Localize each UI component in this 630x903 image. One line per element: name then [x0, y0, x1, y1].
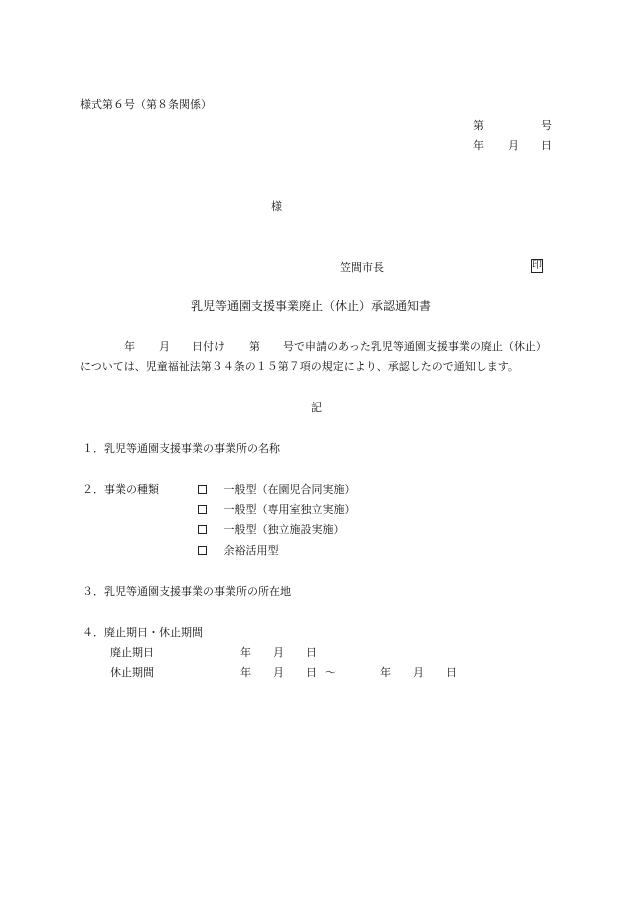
body-line1-rest: 号で申請のあった乳児等通園支援事業の廃止（休止）	[283, 340, 547, 353]
doc-number-prefix: 第	[473, 119, 484, 132]
suspension-to-year: 年	[380, 666, 391, 679]
body-line1-month: 月	[159, 340, 170, 353]
sender-name: 笠間市長	[340, 261, 384, 274]
item2-label: ２．事業の種類	[82, 483, 159, 496]
item1-label: １．乳児等通園支援事業の事業所の名称	[82, 442, 280, 455]
suspension-to-month: 月	[413, 666, 424, 679]
body-line1-dated: 日付け	[192, 340, 225, 353]
option-label: 一般型（独立施設実施）	[223, 523, 345, 536]
issue-day: 日	[541, 139, 552, 152]
option-row	[198, 484, 356, 495]
checkbox-icon[interactable]	[198, 546, 207, 555]
option-label: 余裕活用型	[223, 544, 279, 557]
abolition-day: 日	[306, 646, 317, 659]
body-line1-year: 年	[124, 340, 135, 353]
issue-year: 年	[473, 139, 484, 152]
suspension-from-month: 月	[273, 666, 284, 679]
checkbox-icon[interactable]	[198, 485, 207, 494]
body-line1-no-prefix: 第	[249, 340, 260, 353]
recipient-suffix: 様	[271, 200, 282, 213]
checkbox-icon[interactable]	[198, 525, 207, 534]
suspension-tilde: ～	[325, 666, 336, 679]
abolition-year: 年	[240, 646, 251, 659]
issue-month: 月	[508, 139, 519, 152]
seal-mark: 印	[532, 260, 542, 271]
suspension-to-day: 日	[446, 666, 457, 679]
suspension-from-day: 日	[306, 666, 317, 679]
abolition-month: 月	[273, 646, 284, 659]
suspension-from-year: 年	[240, 666, 251, 679]
option-row	[198, 524, 345, 535]
abolition-label: 廃止期日	[110, 646, 154, 659]
item3-label: ３．乳児等通園支援事業の事業所の所在地	[82, 585, 291, 598]
document-title: 乳児等通園支援事業廃止（休止）承認通知書	[191, 299, 432, 313]
doc-number-suffix: 号	[541, 119, 552, 132]
option-label: 一般型（専用室独立実施）	[223, 503, 356, 516]
option-row	[198, 545, 279, 556]
checkbox-icon[interactable]	[198, 505, 207, 514]
option-row	[198, 504, 356, 515]
ki-heading: 記	[311, 401, 322, 414]
suspension-label: 休止期間	[110, 666, 154, 679]
body-line2: については、児童福祉法第３４条の１５第７項の規定により、承認したので通知します。	[80, 360, 519, 373]
form-number: 様式第６号（第８条関係）	[80, 98, 212, 111]
option-label: 一般型（在園児合同実施）	[223, 483, 356, 496]
item4-label: ４．廃止期日・休止期間	[82, 626, 203, 639]
